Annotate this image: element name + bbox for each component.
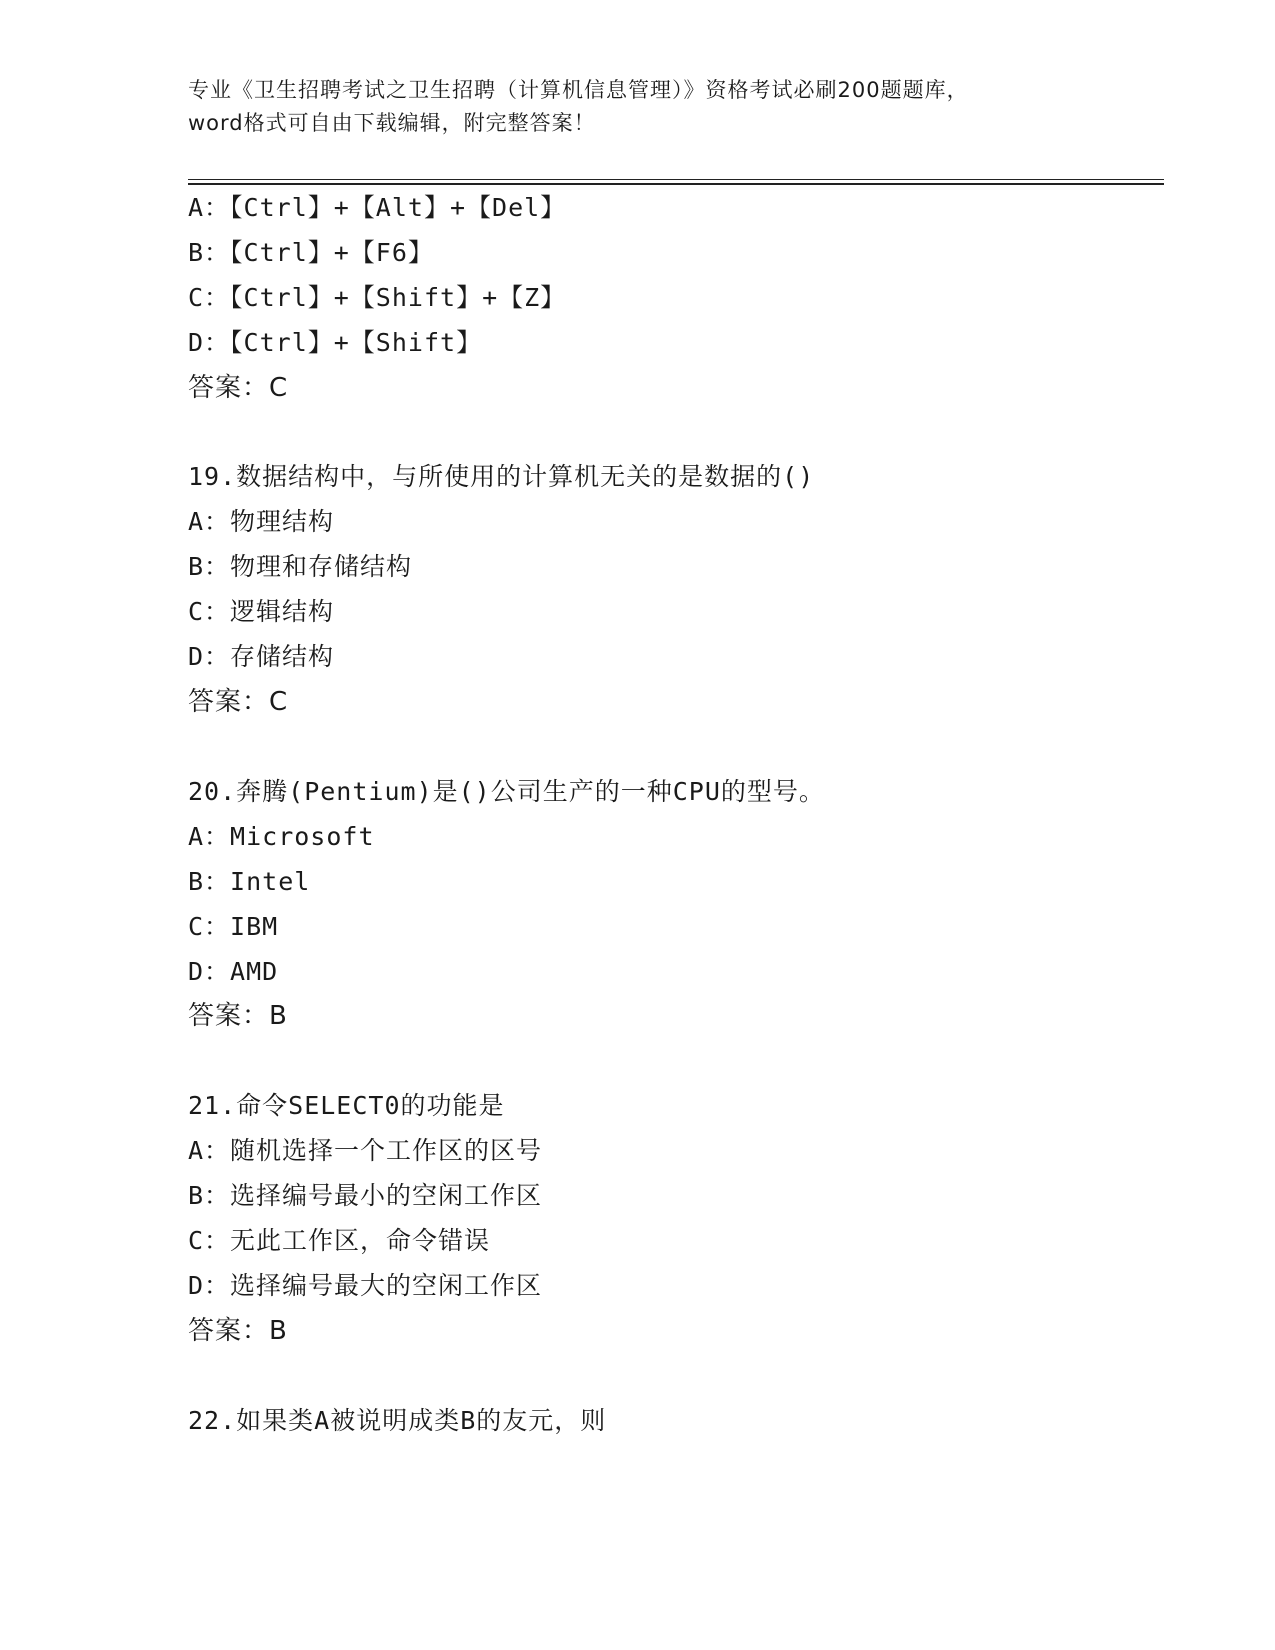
q20-answer: 答案：B [188, 1001, 288, 1031]
header-line-2: word格式可自由下载编辑，附完整答案！ [188, 111, 596, 135]
q21-option-c: C：无此工作区，命令错误 [188, 1226, 491, 1255]
q18-option-c: C：【Ctrl】+【Shift】+【Z】 [188, 283, 567, 312]
header-line-1: 专业《卫生招聘考试之卫生招聘（计算机信息管理）》资格考试必刷200题题库， [188, 78, 969, 102]
q19-answer: 答案：C [188, 687, 289, 717]
header-divider-top [188, 179, 1164, 180]
q20-option-a: A：Microsoft [188, 822, 375, 851]
q22-question: 22.如果类A被说明成类B的友元，则 [188, 1406, 607, 1435]
q18-option-b: B：【Ctrl】+【F6】 [188, 238, 434, 267]
q18-option-a: A：【Ctrl】+【Alt】+【Del】 [188, 193, 567, 222]
q18-option-d: D：【Ctrl】+【Shift】 [188, 328, 483, 357]
q20-question: 20.奔腾(Pentium)是()公司生产的一种CPU的型号。 [188, 777, 825, 806]
q18-answer: 答案：C [188, 373, 289, 403]
q20-option-b: B：Intel [188, 867, 311, 896]
q21-option-d: D：选择编号最大的空闲工作区 [188, 1271, 543, 1300]
q19-option-c: C：逻辑结构 [188, 597, 335, 626]
header-divider-bottom [188, 183, 1164, 185]
q21-option-b: B：选择编号最小的空闲工作区 [188, 1181, 543, 1210]
q19-option-d: D：存储结构 [188, 642, 335, 671]
q19-option-a: A：物理结构 [188, 507, 335, 536]
q19-option-b: B：物理和存储结构 [188, 552, 413, 581]
document-header [188, 74, 1088, 140]
q20-option-d: D：AMD [188, 957, 279, 986]
q20-option-c: C：IBM [188, 912, 279, 941]
q21-question: 21.命令SELECT0的功能是 [188, 1091, 505, 1120]
q21-option-a: A：随机选择一个工作区的区号 [188, 1136, 543, 1165]
q19-question: 19.数据结构中，与所使用的计算机无关的是数据的() [188, 462, 815, 491]
q21-answer: 答案：B [188, 1316, 288, 1346]
